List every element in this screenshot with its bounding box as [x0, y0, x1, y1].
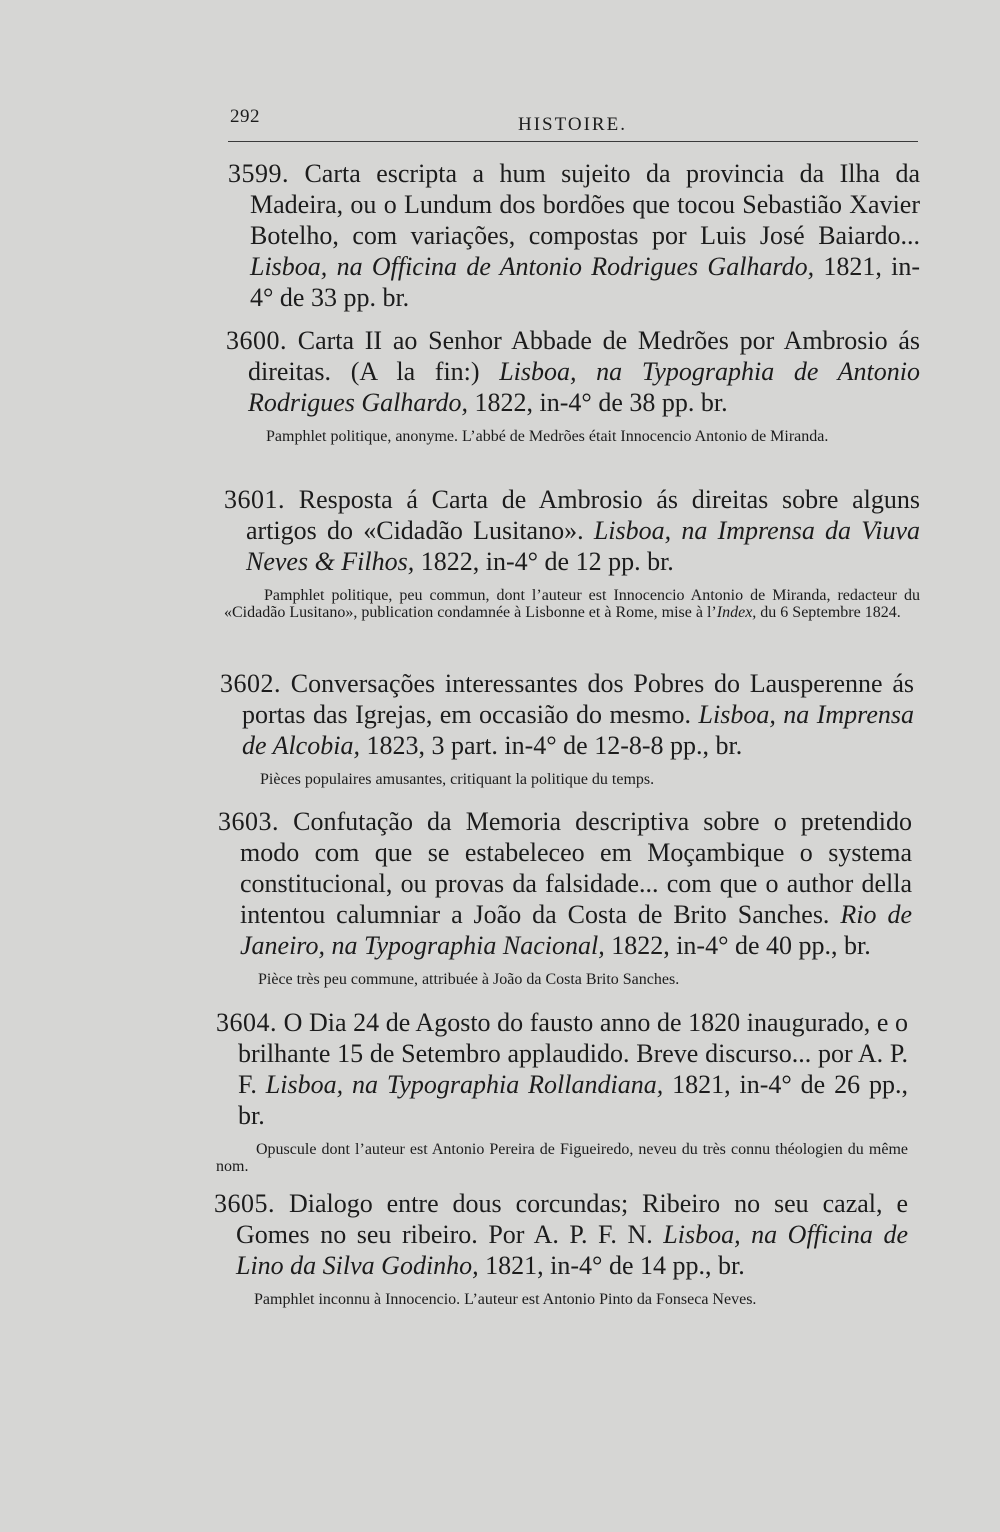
entry-3600 — [226, 325, 920, 445]
imprint: Lisboa, na Officina de Lino da Silva Godinho, — [236, 1220, 908, 1280]
entry-number: 3604. — [216, 1008, 277, 1037]
entry-3602 — [220, 668, 914, 788]
header-rule — [228, 141, 918, 142]
entry-body: 3605. Dialogo entre dous corcundas; Ribeiro no seu cazal, e Gomes no seu ribeiro. Por A. P. F. N. Lisboa, na Officina de Lino da Silva Godinho, 1821, in-4° de 14 pp., br. — [214, 1189, 908, 1280]
entry-3604 — [216, 1007, 908, 1175]
entry-number: 3602. — [220, 669, 281, 698]
entry-number: 3603. — [218, 807, 279, 836]
entry-body: 3600. Carta II ao Senhor Abbade de Medrões por Ambrosio ás direitas. (A la fin:) Lisboa, na Typographia de Antonio Rodrigues Galhardo, 1822, in-4° de 38 pp. br. — [226, 326, 920, 417]
entry-3599 — [228, 158, 920, 313]
entry-number: 3605. — [214, 1189, 275, 1218]
entry-number: 3600. — [226, 326, 287, 355]
entry-note: Pièce très peu commune, attribuée à João da Costa Brito Sanches. — [258, 971, 680, 988]
imprint: Lisboa, na Imprensa da Viuva Neves & Filhos, — [246, 516, 920, 576]
imprint: Lisboa, na Imprensa de Alcobia, — [242, 700, 914, 760]
entry-note: Pièces populaires amusantes, critiquant la politique du temps. — [260, 771, 655, 788]
entry-3601 — [224, 484, 920, 621]
page-number: 292 — [230, 106, 260, 127]
entry-body: 3604. O Dia 24 de Agosto do fausto anno de 1820 inaugurado, e o brilhante 15 de Setembro applaudido. Breve discurso... por A. P. F. Lisboa, na Typographia Rollandiana, 1821, in-4° de 26 pp., br. — [216, 1008, 908, 1130]
entry-number: 3601. — [224, 485, 285, 514]
entry-note: Opuscule dont l’auteur est Antonio Pereira de Figueiredo, neveu du très connu théologien du même nom. — [216, 1141, 908, 1175]
imprint: Rio de Janeiro, na Typographia Nacional, — [240, 900, 912, 960]
entry-3605 — [214, 1188, 908, 1308]
entry-number: 3599. — [228, 159, 289, 188]
entry-3603 — [218, 806, 912, 988]
entry-note: Pamphlet politique, anonyme. L’abbé de Medrões était Innocencio Antonio de Miranda. — [266, 428, 829, 445]
imprint: Lisboa, na Typographia de Antonio Rodrigues Galhardo, — [248, 357, 920, 417]
imprint: Lisboa, na Officina de Antonio Rodrigues Galhardo, — [250, 252, 815, 281]
running-head: HISTOIRE. — [518, 114, 627, 135]
page-header — [228, 104, 918, 148]
entry-body: 3599. Carta escripta a hum sujeito da provincia da Ilha da Madeira, ou o Lundum dos bordões que tocou Sebastião Xavier Botelho, com variações, compostas por Luis José Baiardo... Lisboa, na Officina de Antonio Rodrigues Galhardo, 1821, in-4° de 33 pp. br. — [228, 159, 920, 312]
entry-note: Pamphlet politique, peu commun, dont l’auteur est Innocencio Antonio de Miranda, redacteur du «Cidadão Lusitano», publication condamnée à Lisbonne et à Rome, mise à l’Index, du 6 Septembre 1824. — [224, 587, 920, 621]
entry-body: 3602. Conversações interessantes dos Pobres do Lausperenne ás portas das Igrejas, em occasião do mesmo. Lisboa, na Imprensa de Alcobia, 1823, 3 part. in-4° de 12-8-8 pp., br. — [220, 669, 914, 760]
entry-body: 3603. Confutação da Memoria descriptiva sobre o pretendido modo com que se estabeleceo em Moçambique o systema constitucional, ou provas da falsidade... com que o author della intentou calumniar a João da Costa de Brito Sanches. Rio de Janeiro, na Typographia Nacional, 1822, in-4° de 40 pp., br. — [218, 807, 912, 960]
entry-note: Pamphlet inconnu à Innocencio. L’auteur est Antonio Pinto da Fonseca Neves. — [254, 1291, 757, 1308]
entry-body: 3601. Resposta á Carta de Ambrosio ás direitas sobre alguns artigos do «Cidadão Lusitano». Lisboa, na Imprensa da Viuva Neves & Filhos, 1822, in-4° de 12 pp. br. — [224, 485, 920, 576]
imprint: Lisboa, na Typographia Rollandiana, — [265, 1070, 664, 1099]
